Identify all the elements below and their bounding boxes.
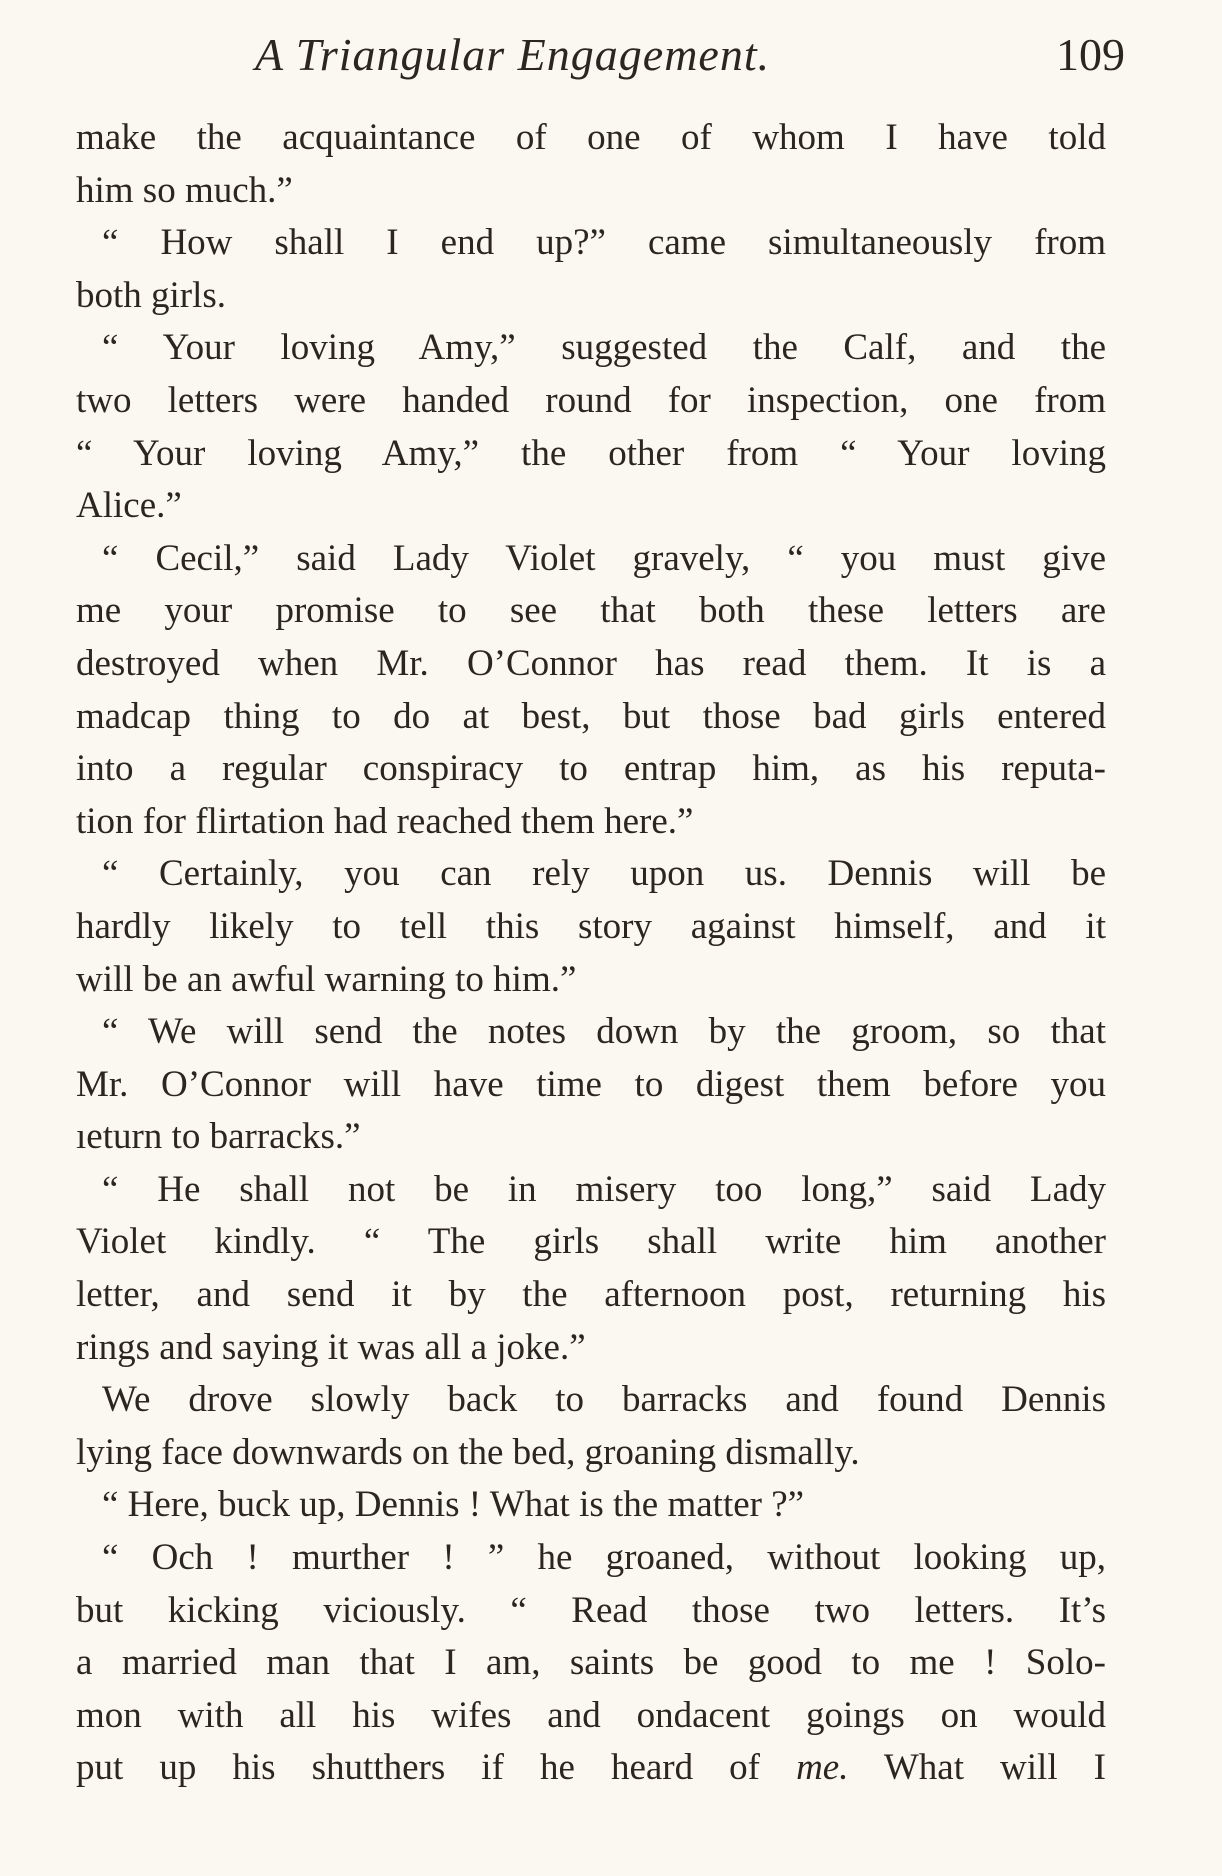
text-fragment: What will I — [883, 1747, 1106, 1789]
text-line: “ Your loving Amy,” suggested the Calf, and the — [102, 327, 1106, 369]
text-line: lying face downwards on the bed, groaning dismally. — [76, 1431, 860, 1473]
text-line: make the acquaintance of one of whom I have told — [76, 117, 1106, 158]
text-line: “ How shall I end up?” came simultaneously from — [102, 222, 1106, 264]
text-line: “ Here, buck up, Dennis ! What is the matter ?” — [102, 1484, 805, 1526]
page-number: 109 — [1056, 29, 1125, 80]
text-line: We drove slowly back to barracks and found Dennis — [102, 1379, 1106, 1421]
text-line: tion for flirtation had reached them here.” — [76, 800, 694, 842]
text-line: “ He shall not be in misery too long,” said Lady — [102, 1168, 1106, 1210]
text-line: madcap thing to do at best, but those bad girls entered — [76, 695, 1106, 737]
text-line: him so much.” — [76, 169, 293, 211]
text-line: hardly likely to tell this story against himself, and it — [76, 905, 1106, 947]
text-line: both girls. — [76, 274, 227, 316]
body-text — [76, 112, 1106, 1795]
text-line: rings and saying it was all a joke.” — [76, 1326, 586, 1368]
italic-emphasis: me. — [796, 1747, 849, 1789]
text-line: ıeturn to barracks.” — [76, 1116, 361, 1158]
text-line: “ Och ! murther ! ” he groaned, without looking up, — [102, 1537, 1106, 1579]
text-line: me your promise to see that both these letters are — [76, 590, 1106, 632]
text-line: Alice.” — [76, 485, 182, 527]
text-line: “ Your loving Amy,” the other from “ Your loving — [76, 432, 1106, 474]
text-fragment: put up his shutthers if he heard of — [76, 1747, 760, 1789]
text-line: two letters were handed round for inspection, one from — [76, 379, 1106, 421]
text-line: mon with all his wifes and ondacent goings on would — [76, 1694, 1106, 1736]
running-title: A Triangular Engagement. — [255, 29, 771, 80]
text-line: “ Cecil,” said Lady Violet gravely, “ you must give — [102, 537, 1106, 579]
text-line: Violet kindly. “ The girls shall write him another — [76, 1221, 1106, 1263]
text-line: “ Certainly, you can rely upon us. Dennis will be — [102, 853, 1106, 895]
text-line-final — [76, 1742, 1106, 1795]
text-line: will be an awful warning to him.” — [76, 958, 577, 1000]
text-line: destroyed when Mr. O’Connor has read them. It is a — [76, 642, 1106, 684]
text-line: a married man that I am, saints be good to me ! Solo- — [76, 1642, 1106, 1684]
text-line: but kicking viciously. “ Read those two letters. It’s — [76, 1589, 1106, 1631]
text-line: into a regular conspiracy to entrap him, as his reputa- — [76, 748, 1106, 790]
text-line: Mr. O’Connor will have time to digest them before you — [76, 1063, 1106, 1105]
running-head — [255, 28, 1125, 88]
text-line: “ We will send the notes down by the groom, so that — [102, 1011, 1106, 1053]
text-line: letter, and send it by the afternoon post, returning his — [76, 1274, 1106, 1316]
